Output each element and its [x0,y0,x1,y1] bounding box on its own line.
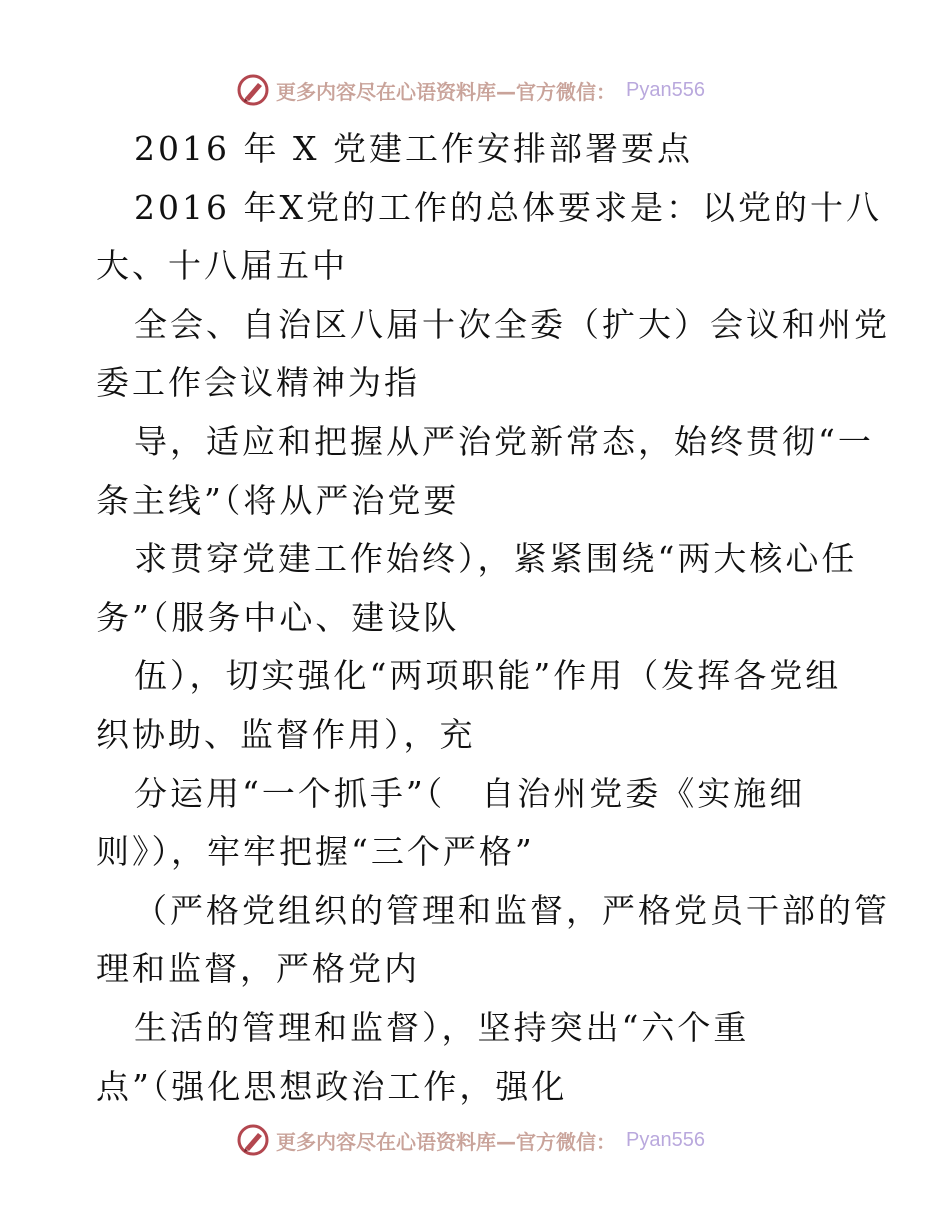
pen-logo-icon [236,73,270,107]
paragraph-line: （严格党组织的管理和监督，严格党员干部的管 [134,890,890,930]
watermark-wechat-id: Pyan556 [626,1128,705,1151]
paragraph-line: 2016 年X党的工作的总体要求是：以党的十八 [134,187,882,227]
paragraph-line: 分运用“一个抓手”（ 自治州党委《实施细 [134,773,806,813]
paragraph-line: 生活的管理和监督），坚持突出“六个重 [134,1007,750,1047]
watermark-wechat-id: Pyan556 [626,78,705,101]
watermark-header [236,72,716,108]
paragraph-line: 务”（服务中心、建设队 [96,597,460,637]
paragraph-line: 伍），切实强化“两项职能”作用（发挥各党组 [134,656,842,696]
paragraph-line: 大、十八届五中 [96,246,348,286]
watermark-text: 更多内容尽在心语资料库—官方微信： [276,79,616,104]
paragraph-line: 导，适应和把握从严治党新常态，始终贯彻“一 [134,421,874,461]
paragraph-line: 理和监督，严格党内 [96,949,420,989]
paragraph-line: 条主线”（将从严治党要 [96,480,460,520]
paragraph-line: 点”（强化思想政治工作，强化 [96,1066,568,1106]
watermark-text: 更多内容尽在心语资料库—官方微信： [276,1129,616,1154]
pen-logo-icon [236,1123,270,1157]
paragraph-line: 织协助、监督作用），充 [96,714,476,754]
paragraph-line: 委工作会议精神为指 [96,363,420,403]
paragraph-line: 则》），牢牢把握“三个严格” [96,832,535,872]
document-title: 2016 年 X 党建工作安排部署要点 [134,129,693,168]
paragraph-line: 求贯穿党建工作始终），紧紧围绕“两大核心任 [134,539,858,579]
paragraph-line: 全会、自治区八届十次全委（扩大）会议和州党 [134,304,890,344]
watermark-footer [236,1122,716,1158]
document-body [96,120,890,1116]
